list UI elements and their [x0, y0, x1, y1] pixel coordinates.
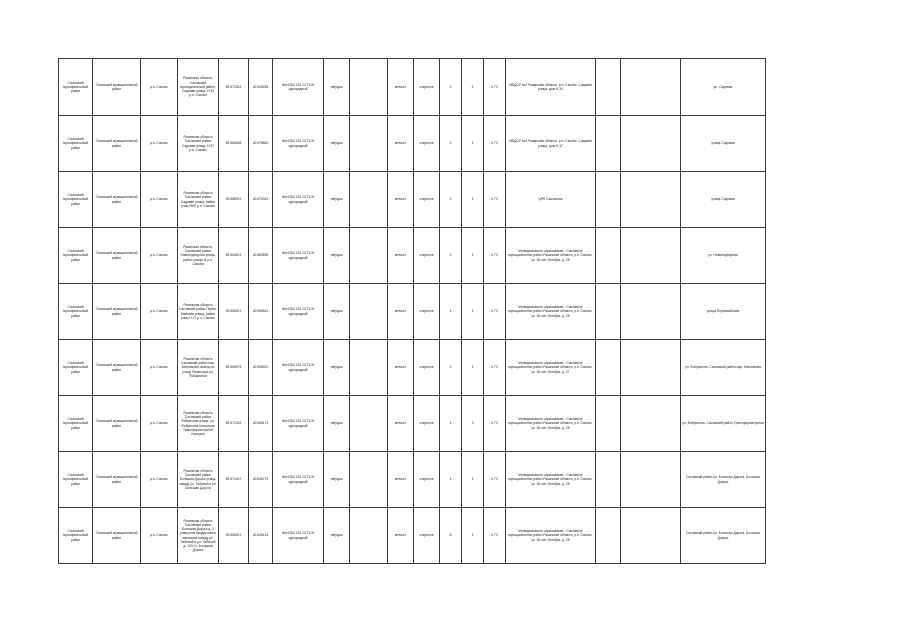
cell-surface: твердое — [324, 228, 350, 284]
cell-empty — [350, 59, 388, 116]
cell-empty — [596, 228, 621, 284]
cell-place: ул. Новоподборная — [681, 228, 766, 284]
cell-place: улица Садовая — [681, 172, 766, 228]
cell-material: металл — [388, 172, 414, 228]
cell-kind: открытое — [414, 116, 440, 172]
cell-empty — [621, 172, 681, 228]
cell-material: металл — [388, 508, 414, 564]
cell-town: р.п. Сасово — [141, 172, 178, 228]
cell-kind: открытое — [414, 59, 440, 116]
cell-lat: 53.968511 — [219, 284, 249, 340]
cell-n1: 3 — [440, 228, 462, 284]
cell-kind: открытое — [414, 228, 440, 284]
cell-empty — [621, 508, 681, 564]
cell-empty — [596, 284, 621, 340]
cell-empty — [621, 452, 681, 508]
cell-district2: Сасовский муниципальный район — [93, 172, 141, 228]
cell-material: металл — [388, 340, 414, 396]
cell-district: Сасовский муниципальный район — [59, 228, 93, 284]
cell-empty — [621, 228, 681, 284]
table-row — [59, 284, 766, 340]
cell-owner: Муниципальное образование - Сасовское муниципальное район Рязанская область, р.п. Сасово, ул. 50 лет Октября, д. 25 — [506, 228, 596, 284]
cell-empty — [350, 452, 388, 508]
cell-n2: 1 — [462, 340, 484, 396]
cell-vol: 0,72 — [484, 59, 506, 116]
cell-place: ул. Фабричная, Сасовский район мкр. Мечникова — [681, 340, 766, 396]
table-row — [59, 228, 766, 284]
cell-address: Рязанская область Сасовский район Садовая улица, район улиц МКП р.п. Сасово — [178, 172, 219, 228]
cell-vol: 0,72 — [484, 116, 506, 172]
cell-kind: открытое — [414, 452, 440, 508]
cell-lon: 40.870315 — [249, 172, 273, 228]
cell-town: р.п. Сасово — [141, 228, 178, 284]
table-row — [59, 452, 766, 508]
cell-n1: 4 — [440, 284, 462, 340]
cell-material: металл — [388, 396, 414, 452]
cell-district: Сасовский муниципальный район — [59, 452, 93, 508]
cell-district: Сасовский муниципальный район — [59, 116, 93, 172]
cell-district: Сасовский муниципальный район — [59, 284, 93, 340]
cell-address: Рязанская область Сасовский район Большая Дорога улица, между ул. Тибиной и ул. Большая Дорога — [178, 452, 219, 508]
cell-address: Рязанская область Сасовский район Садовая улица, Н.37 р.п. Сасово — [178, 116, 219, 172]
cell-kind: открытое — [414, 396, 440, 452]
cell-owner: МБДОУ №3 Рязанская область, р.п. Сасово, Садовая улица, дом Н.37 — [506, 116, 596, 172]
cell-owner: Муниципальное образование - Сасовское муниципальное район Рязанская область, р.п. Сасово, ул. 50 лет Октября, д. 25 — [506, 452, 596, 508]
cell-code: Hev.RAZ 221 12 Т100 однорядный — [273, 452, 324, 508]
cell-empty — [621, 340, 681, 396]
cell-place: Сасовский район ул. Большая Дорога, Большая Дорога — [681, 452, 766, 508]
cell-town: р.п. Сасово — [141, 59, 178, 116]
cell-district2: Сасовский муниципальный район — [93, 508, 141, 564]
cell-town: р.п. Сасово — [141, 116, 178, 172]
cell-code: Hev.RAZ 221 12 Т100 однорядный — [273, 116, 324, 172]
cell-district: Сасовский муниципальный район — [59, 340, 93, 396]
table-row — [59, 172, 766, 228]
table-row — [59, 340, 766, 396]
cell-code: Hev.RAZ 221 12 Т100 однорядный — [273, 59, 324, 116]
cell-vol: 0,72 — [484, 228, 506, 284]
cell-empty — [596, 508, 621, 564]
cell-owner: Муниципальное образование - Сасовское муниципальное район Рязанская область, р.п. Сасово, ул. 50 лет Октября, д. 25 — [506, 508, 596, 564]
cell-code: Hev.RAZ 221 12 Т100 однорядный — [273, 284, 324, 340]
cell-empty — [350, 228, 388, 284]
cell-material: металл — [388, 59, 414, 116]
cell-empty — [350, 284, 388, 340]
cell-empty — [350, 396, 388, 452]
cell-place: Сасовский район ул. Большая Дорога, Большая Дорога — [681, 508, 766, 564]
cell-surface: твердое — [324, 116, 350, 172]
cell-empty — [621, 284, 681, 340]
cell-place: ул. Садовая — [681, 59, 766, 116]
cell-address: Рязанская область Сасовский район Фабричная улица, ул. Фабричная (напротив Трансформаторной станции) — [178, 396, 219, 452]
cell-n1: 4 — [440, 396, 462, 452]
cell-n2: 2 — [462, 59, 484, 116]
cell-district: Сасовский муниципальный район — [59, 508, 93, 564]
cell-address: Рязанская область Сасовский район Большая Дорога д. 1 (напротив продуктового магазина) между ул. Тибиной и ул. Тибиной д. 103 Ст. Большая Дорога — [178, 508, 219, 564]
table-row — [59, 508, 766, 564]
cell-owner: МБДОУ №2 Рязанская область, р.п. Сасово, Садовая улица, дом Н.34 — [506, 59, 596, 116]
cell-empty — [596, 452, 621, 508]
cell-owner: Муниципальное образование - Сасовское муниципальное район Рязанская область, р.п. Сасово, ул. 50 лет Октября, д. 25 — [506, 396, 596, 452]
cell-district2: Сасовский муниципальный район — [93, 284, 141, 340]
cell-vol: 0,72 — [484, 452, 506, 508]
cell-place: улица Садовая — [681, 116, 766, 172]
table-row — [59, 59, 766, 116]
cell-vol: 0,72 — [484, 172, 506, 228]
cell-address: Рязанская область Сасовский район мкр. Мечникова, выезд на улицу Рязанскую ул. Фабричная — [178, 340, 219, 396]
cell-empty — [621, 396, 681, 452]
cell-lat: 53.972341 — [219, 59, 249, 116]
cell-n2: 3 — [462, 396, 484, 452]
cell-empty — [621, 116, 681, 172]
cell-district2: Сасовский муниципальный район — [93, 116, 141, 172]
cell-lon: 40.856642 — [249, 284, 273, 340]
cell-empty — [596, 396, 621, 452]
cell-n1: 3 — [440, 116, 462, 172]
cell-district2: Сасовский муниципальный район — [93, 228, 141, 284]
cell-surface: твердое — [324, 59, 350, 116]
cell-n1: 5 — [440, 508, 462, 564]
cell-n2: 1 — [462, 172, 484, 228]
cell-lat: 53.965679 — [219, 340, 249, 396]
cell-kind: открытое — [414, 340, 440, 396]
cell-code: Hev.RAZ 221 12 Т100 однорядный — [273, 172, 324, 228]
cell-empty — [350, 172, 388, 228]
cell-vol: 0,72 — [484, 508, 506, 564]
cell-owner: Муниципальное образование - Сасовское муниципальное район Рязанская область, р.п. Сасово, ул. 50 лет Октября, д. 25 — [506, 284, 596, 340]
cell-lat: 53.971447 — [219, 452, 249, 508]
cell-kind: открытое — [414, 508, 440, 564]
table-row — [59, 396, 766, 452]
cell-lat: 53.971322 — [219, 396, 249, 452]
cell-empty — [596, 116, 621, 172]
cell-surface: твердое — [324, 452, 350, 508]
registry-table — [58, 58, 766, 564]
cell-n1: 4 — [440, 452, 462, 508]
cell-material: металл — [388, 228, 414, 284]
cell-kind: открытое — [414, 284, 440, 340]
cell-kind: открытое — [414, 172, 440, 228]
cell-lat: 53.966465 — [219, 116, 249, 172]
cell-material: металл — [388, 116, 414, 172]
cell-surface: твердое — [324, 340, 350, 396]
cell-n1: 3 — [440, 340, 462, 396]
cell-vol: 0,72 — [484, 340, 506, 396]
cell-lon: 40.856910 — [249, 340, 273, 396]
cell-owner: Муниципальное образование - Сасовское муниципальное район Рязанская область, р.п. Сасово, ул. 50 лет Октября, д. 27 — [506, 340, 596, 396]
cell-empty — [350, 340, 388, 396]
cell-address: Рязанская область, Сасовский район Новоподборная улица, район улицы N р.п. Сасово — [178, 228, 219, 284]
cell-n2: 1 — [462, 508, 484, 564]
cell-owner: ЦРБ Сасовская — [506, 172, 596, 228]
cell-place: ул. Фабричная, Сасовский район Трансформаторная — [681, 396, 766, 452]
cell-empty — [596, 172, 621, 228]
cell-material: металл — [388, 452, 414, 508]
cell-lon: 40.856283 — [249, 59, 273, 116]
cell-place: улица Первомайская — [681, 284, 766, 340]
table-row — [59, 116, 766, 172]
cell-n2: 1 — [462, 228, 484, 284]
cell-empty — [596, 340, 621, 396]
cell-district2: Сасовский муниципальный район — [93, 396, 141, 452]
cell-lat: 53.968911 — [219, 172, 249, 228]
cell-address: Рязанская область, Сасовский муниципальный район, Садовая улица, Н.34 р.п. Сасово — [178, 59, 219, 116]
cell-code: Hev.RAZ 221 12 Т100 однорядный — [273, 508, 324, 564]
cell-town: р.п. Сасово — [141, 452, 178, 508]
cell-town: р.п. Сасово — [141, 508, 178, 564]
cell-town: р.п. Сасово — [141, 340, 178, 396]
cell-lat: 53.966601 — [219, 228, 249, 284]
cell-n1: 3 — [440, 172, 462, 228]
cell-lat: 53.968511 — [219, 508, 249, 564]
cell-n1: 3 — [440, 59, 462, 116]
cell-empty — [350, 508, 388, 564]
cell-code: Hev.RAZ 221 12 Т100 однорядный — [273, 340, 324, 396]
cell-surface: твердое — [324, 396, 350, 452]
cell-empty — [596, 59, 621, 116]
cell-code: Hev.RAZ 221 12 Т100 однорядный — [273, 396, 324, 452]
cell-town: р.п. Сасово — [141, 284, 178, 340]
cell-n2: 1 — [462, 284, 484, 340]
cell-material: металл — [388, 284, 414, 340]
cell-surface: твердое — [324, 284, 350, 340]
cell-address: Рязанская область Сасовский район Перво-Майская улица, район улиц Н.17 р.п. Сасово — [178, 284, 219, 340]
cell-district: Сасовский муниципальный район — [59, 172, 93, 228]
cell-district2: Сасовский муниципальный район — [93, 59, 141, 116]
cell-district: Сасовский муниципальный район — [59, 396, 93, 452]
cell-district2: Сасовский муниципальный район — [93, 452, 141, 508]
cell-lon: 40.846773 — [249, 452, 273, 508]
cell-vol: 0,72 — [484, 284, 506, 340]
cell-lon: 40.878882 — [249, 116, 273, 172]
cell-town: р.п. Сасово — [141, 396, 178, 452]
cell-empty — [350, 116, 388, 172]
cell-lon: 40.846143 — [249, 508, 273, 564]
cell-n2: 1 — [462, 116, 484, 172]
cell-code: Hev.RAZ 221 12 Т100 однорядный — [273, 228, 324, 284]
cell-lon: 40.856173 — [249, 396, 273, 452]
cell-surface: твердое — [324, 172, 350, 228]
cell-surface: твердое — [324, 508, 350, 564]
cell-district: Сасовский муниципальный район — [59, 59, 93, 116]
cell-n2: 1 — [462, 452, 484, 508]
cell-empty — [621, 59, 681, 116]
cell-vol: 0,72 — [484, 396, 506, 452]
cell-district2: Сасовский муниципальный район — [93, 340, 141, 396]
cell-lon: 40.860559 — [249, 228, 273, 284]
